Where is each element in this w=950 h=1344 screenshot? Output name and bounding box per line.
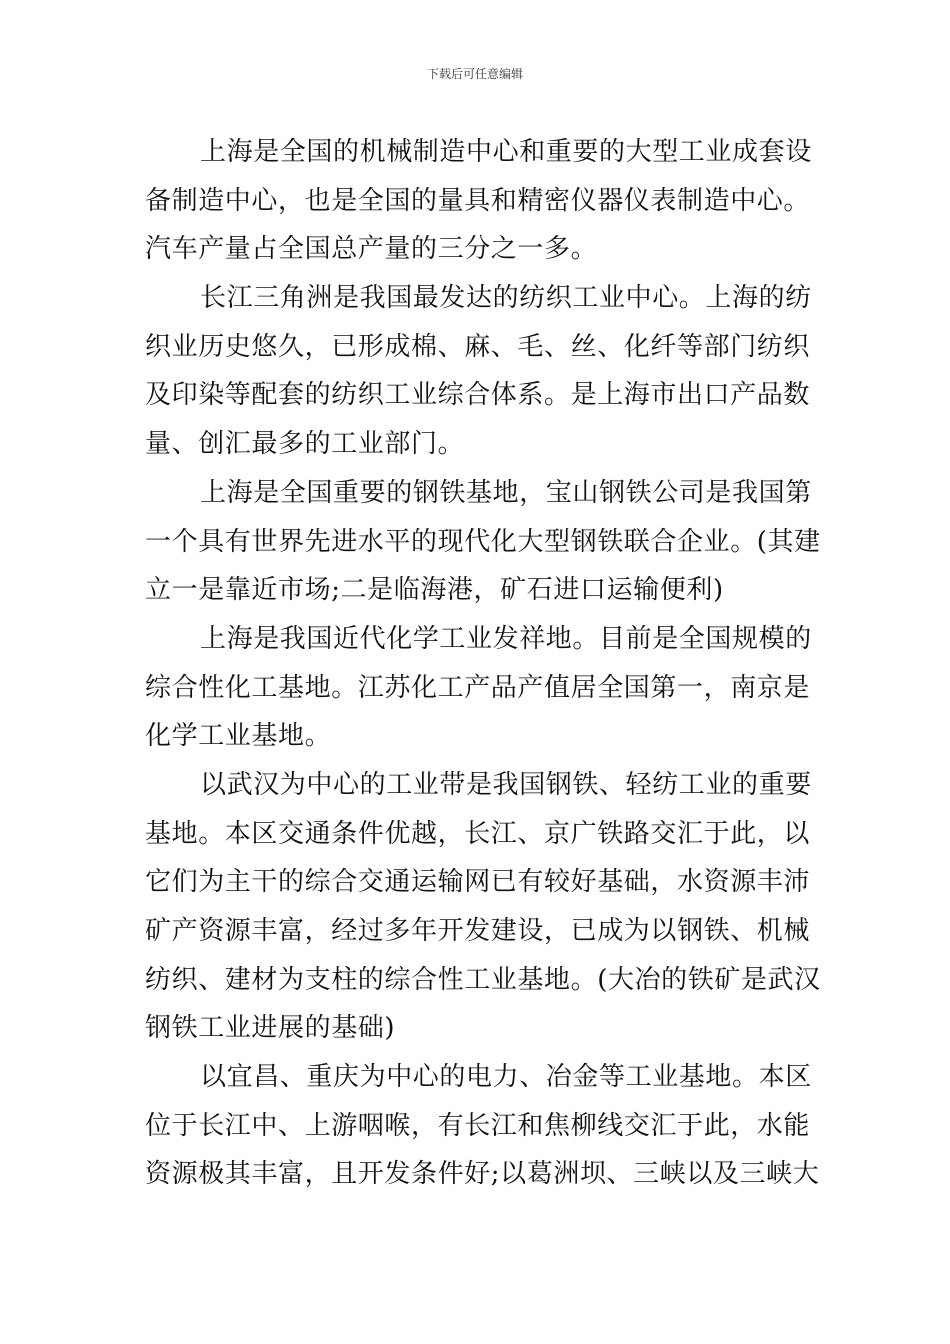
page-header: 下载后可任意编辑 [426, 67, 523, 81]
text-line: 基地。本区交通条件优越，长江、京广铁路交汇于此，以 [145, 818, 811, 849]
text-line: 上海是全国重要的钢铁基地，宝山钢铁公司是我国第 [200, 477, 812, 508]
text-line: 备制造中心，也是全国的量具和精密仪器仪表制造中心。 [145, 185, 811, 216]
text-line: 资源极其丰富，且开发条件好;以葛洲坝、三峡以及三峡大 [145, 1159, 820, 1190]
text-line: 矿产资源丰富，经过多年开发建设，已成为以钢铁、机械 [145, 916, 811, 946]
text-line: 它们为主干的综合交通运输网已有较好基础，水资源丰沛 [145, 867, 811, 898]
text-line: 及印染等配套的纺织工业综合体系。是上海市出口产品数 [145, 380, 811, 411]
text-line: 上海是我国近代化学工业发祥地。目前是全国规模的 [200, 623, 812, 654]
text-line: 一个具有世界先进水平的现代化大型钢铁联合企业。(其建 [145, 526, 821, 557]
text-line: 汽车产量占全国总产量的三分之一多。 [145, 234, 598, 265]
text-line: 综合性化工基地。江苏化工产品产值居全国第一，南京是 [145, 672, 811, 703]
text-line: 上海是全国的机械制造中心和重要的大型工业成套设 [200, 137, 812, 167]
text-line: 立一是靠近市场;二是临海港，矿石进口运输便利) [145, 575, 724, 606]
document-body [145, 128, 821, 1199]
text-line: 纺织、建材为支柱的综合性工业基地。(大冶的铁矿是武汉 [145, 964, 821, 995]
text-line: 织业历史悠久，已形成棉、麻、毛、丝、化纤等部门纺织 [145, 331, 811, 362]
text-line: 量、创汇最多的工业部门。 [145, 429, 465, 460]
text-line: 化学工业基地。 [145, 721, 332, 752]
text-line: 钢铁工业进展的基础) [145, 1013, 396, 1044]
text-line: 以宜昌、重庆为中心的电力、冶金等工业基地。本区 [200, 1062, 812, 1093]
text-line: 以武汉为中心的工业带是我国钢铁、轻纺工业的重要 [200, 769, 812, 800]
text-line: 位于长江中、上游咽喉，有长江和焦柳线交汇于此，水能 [145, 1110, 811, 1141]
text-line: 长江三角洲是我国最发达的纺织工业中心。上海的纺 [200, 283, 812, 314]
